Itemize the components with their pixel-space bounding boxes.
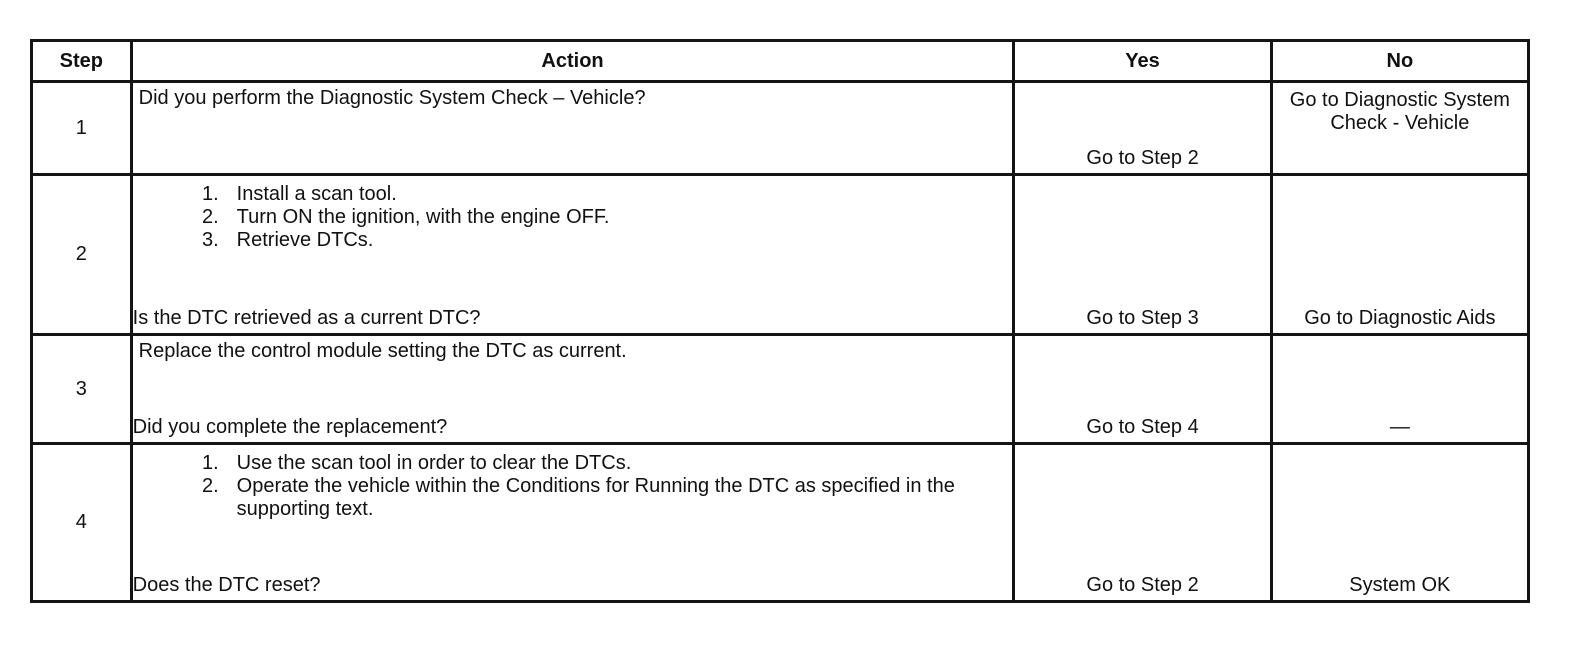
action-intro: Replace the control module setting the DTC as current. [138, 340, 627, 362]
yes-result: Go to Step 3 [1014, 175, 1271, 335]
table-row [32, 444, 1529, 602]
step-item-number: 1 . [195, 452, 219, 475]
step-item-number: 2 . [195, 206, 219, 229]
table-row [32, 175, 1529, 335]
action-intro: Did you perform the Diagnostic System Check – Vehicle? [138, 87, 646, 109]
diagnostic-table [30, 39, 1530, 603]
step-number: 1 [32, 82, 132, 175]
step-number: 3 [32, 335, 132, 444]
yes-result: Go to Step 4 [1014, 335, 1271, 444]
step-item-number: 1 . [195, 183, 219, 206]
action-question: Is the DTC retrieved as a current DTC? [132, 307, 481, 329]
action-cell [131, 175, 1014, 335]
header-no: No [1271, 41, 1528, 82]
step-item-text: Install a scan tool. [236, 183, 397, 205]
action-cell [131, 335, 1014, 444]
no-result: System OK [1271, 444, 1528, 602]
action-question: Does the DTC reset? [132, 574, 321, 596]
header-row [32, 41, 1529, 82]
table-row [32, 335, 1529, 444]
action-question: Did you complete the replacement? [132, 416, 448, 438]
action-step-item [139, 206, 1007, 229]
action-steps-list [139, 183, 1007, 252]
step-item-text: Turn ON the ignition, with the engine OFF. [236, 206, 610, 228]
step-item-number: 3 . [195, 229, 219, 252]
step-item-text: Retrieve DTCs. [236, 229, 374, 251]
table-row [32, 82, 1529, 175]
action-step-item [139, 475, 1007, 521]
step-item-text: Operate the vehicle within the Conditions for Running the DTC as specified in the supporting text. [236, 475, 955, 520]
step-item-text: Use the scan tool in order to clear the DTCs. [236, 452, 632, 474]
yes-result: Go to Step 2 [1014, 82, 1271, 175]
no-result: Go to Diagnostic Aids [1271, 175, 1528, 335]
no-result: Go to Diagnostic System Check - Vehicle [1271, 82, 1528, 175]
action-steps-list [139, 452, 1007, 521]
action-cell [131, 444, 1014, 602]
step-item-number: 2 . [195, 475, 219, 498]
action-step-item [139, 452, 1007, 475]
step-number: 2 [32, 175, 132, 335]
action-step-item [139, 183, 1007, 206]
action-cell [131, 82, 1014, 175]
no-result: — [1271, 335, 1528, 444]
header-step: Step [32, 41, 132, 82]
header-yes: Yes [1014, 41, 1271, 82]
header-action: Action [131, 41, 1014, 82]
yes-result: Go to Step 2 [1014, 444, 1271, 602]
step-number: 4 [32, 444, 132, 602]
action-step-item [139, 229, 1007, 252]
